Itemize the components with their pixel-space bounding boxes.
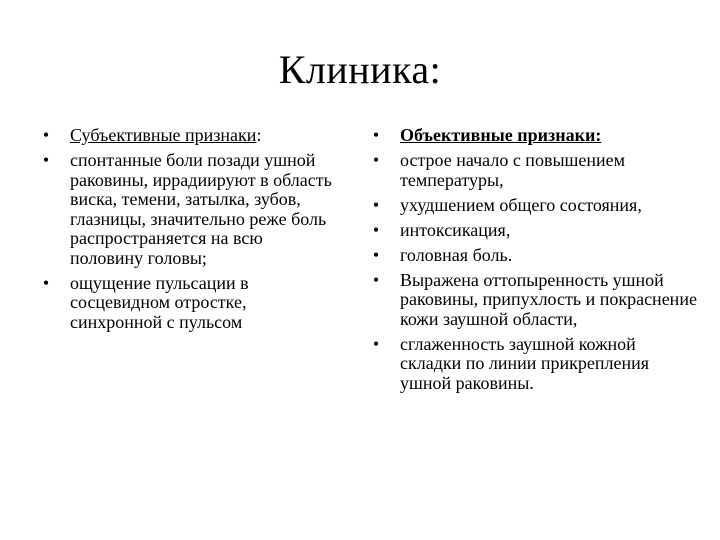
bullet-icon: •	[372, 194, 380, 215]
subjective-sign-text: ощущение пульсации в сосцевидном отростке, синхронной с пульсом	[70, 272, 249, 332]
subjective-sign-item-pain	[38, 151, 334, 268]
bullet-icon: •	[42, 150, 50, 170]
subjective-heading-colon: :	[256, 125, 262, 145]
bullet-icon: •	[372, 219, 380, 240]
objective-sign-text: ухудшением общего состояния,	[400, 194, 642, 215]
bullet-icon: •	[372, 269, 380, 290]
bullet-icon: •	[372, 244, 380, 265]
bullet-icon: •	[42, 125, 50, 145]
slide-title: Клиника:	[278, 47, 442, 92]
objective-sign-item	[368, 335, 698, 394]
objective-signs-heading-item	[368, 126, 698, 146]
objective-sign-item	[368, 221, 698, 241]
objective-sign-item	[368, 196, 698, 216]
objective-signs-list	[368, 126, 698, 399]
objective-sign-text: сглаженность заушной кожной складки по линии прикрепления ушной раковины.	[400, 333, 650, 393]
bullet-icon: •	[372, 150, 380, 170]
objective-sign-item	[368, 246, 698, 266]
subjective-signs-list	[38, 126, 334, 338]
subjective-signs-heading: Субъективные признаки	[70, 125, 257, 145]
objective-sign-text: головная боль.	[400, 244, 513, 265]
bullet-icon: •	[372, 125, 380, 145]
bullet-icon: •	[42, 272, 50, 293]
subjective-signs-heading-item	[38, 126, 334, 146]
bullet-icon: •	[372, 333, 380, 354]
objective-sign-item	[368, 271, 698, 330]
objective-sign-text: Выражена оттопыренность ушной раковины, припухлость и покраснение кожи заушной области,	[400, 269, 697, 329]
objective-sign-text: острое начало с повышением температуры,	[400, 150, 626, 190]
subjective-sign-text: спонтанные боли позади ушной раковины, иррадиируют в область виска, темени, затылка, зубов, глазницы, значительно реже боль распространяется на всю половину головы;	[70, 150, 332, 268]
objective-sign-text: интоксикация,	[400, 219, 511, 240]
objective-sign-item	[368, 151, 698, 190]
objective-signs-heading: Объективные признаки:	[400, 125, 602, 145]
subjective-sign-item-pulsation	[38, 274, 334, 333]
